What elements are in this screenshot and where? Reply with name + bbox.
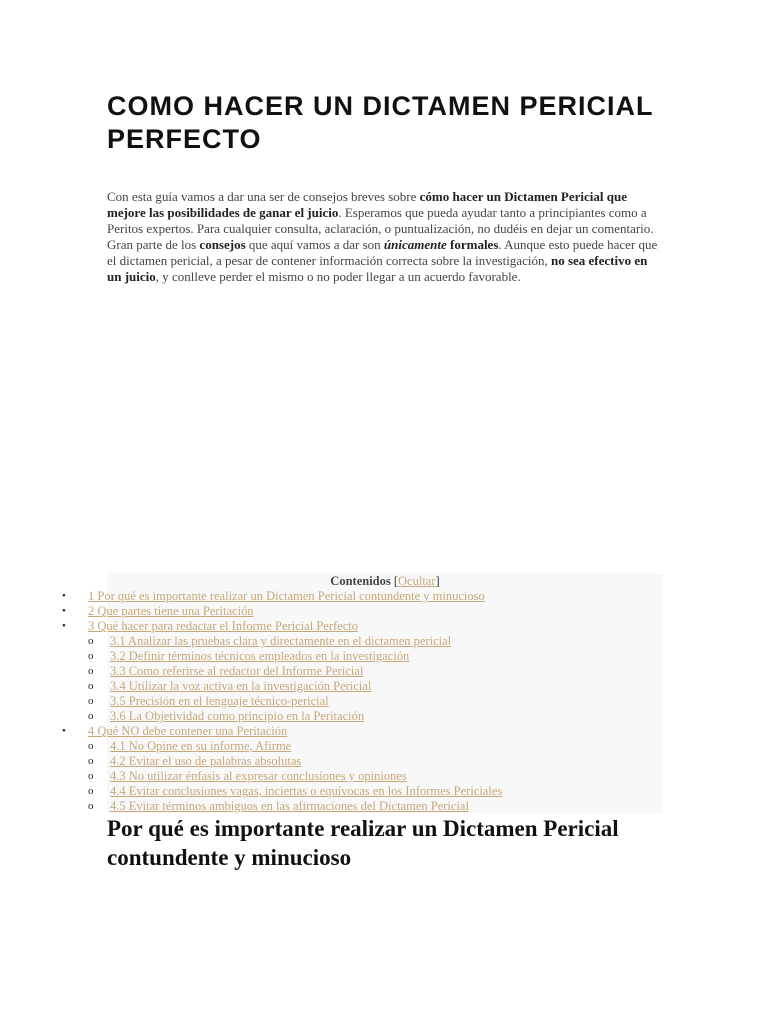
intro-text: . Esperamos que pueda ayudar tanto a principiantes como a Peritos expertos. Para cualquier consulta, aclaración, o puntualización, no dudéis en dejar un comentario. Gran parte de los	[107, 205, 654, 252]
circle-bullet-icon: o	[88, 695, 94, 707]
toc-link[interactable]: 3.4 Utilizar la voz activa en la investigación Pericial	[110, 679, 372, 693]
circle-bullet-icon: o	[88, 650, 94, 662]
table-of-contents	[62, 573, 663, 813]
toc-link[interactable]: 3.6 La Objetividad como principio en la Peritación	[110, 709, 365, 723]
bullet-icon: •	[62, 620, 66, 632]
circle-bullet-icon: o	[88, 800, 94, 812]
toc-link[interactable]: 3.3 Como referirse al redactor del Informe Pericial	[110, 664, 364, 678]
intro-text: , y conlleve perder el mismo o no poder llegar a un acuerdo favorable.	[155, 269, 521, 284]
circle-bullet-icon: o	[88, 770, 94, 782]
intro-bold-text: formales	[446, 237, 499, 252]
circle-bullet-icon: o	[88, 755, 94, 767]
intro-bold-italic-text: únicamente	[383, 237, 447, 252]
toc-bracket-close: ]	[435, 574, 440, 588]
toc-hide-link[interactable]: Ocultar	[398, 574, 436, 588]
bullet-icon: •	[62, 725, 66, 737]
circle-bullet-icon: o	[88, 785, 94, 797]
toc-link[interactable]: 3 Qué hacer para redactar el Informe Pericial Perfecto	[88, 619, 358, 633]
bullet-icon: •	[62, 605, 66, 617]
section-heading: Por qué es importante realizar un Dictamen Pericial contundente y minucioso	[107, 816, 619, 870]
intro-paragraph	[107, 189, 663, 285]
intro-bold-text: cómo hacer un Dictamen Pericial que mejore las posibilidades de ganar el juicio	[107, 189, 627, 220]
intro-bold-text: no sea efectivo en un juicio	[107, 253, 648, 284]
toc-title: Contenidos	[330, 574, 391, 588]
toc-link[interactable]: 3.2 Definir términos técnicos empleados en la investigación	[110, 649, 410, 663]
toc-link[interactable]: 4.1 No Opine en su informe, Afirme	[110, 739, 292, 753]
intro-bold-text: consejos	[199, 237, 246, 252]
bullet-icon: •	[62, 590, 66, 602]
toc-link[interactable]: 3.5 Precisión en el lenguaje técnico-pericial	[110, 694, 329, 708]
toc-bracket-open: [	[393, 574, 399, 588]
toc-header	[107, 573, 663, 590]
circle-bullet-icon: o	[88, 740, 94, 752]
intro-text: . Aunque esto puede hacer que el dictamen pericial, a pesar de contener información correcta sobre la investigación,	[107, 237, 658, 268]
page-title: COMO HACER UN DICTAMEN PERICIAL PERFECTO	[107, 91, 654, 154]
toc-link[interactable]: 2 Que partes tiene una Peritación	[88, 604, 254, 618]
circle-bullet-icon: o	[88, 710, 94, 722]
intro-text: Con esta guía vamos a dar una ser de consejos breves sobre	[107, 189, 420, 204]
toc-link[interactable]: 4 Qué NO debe contener una Peritación	[88, 724, 288, 738]
toc-link[interactable]: 4.3 No utilizar énfasis al expresar conclusiones y opiniones	[110, 769, 407, 783]
toc-link[interactable]: 1 Por qué es importante realizar un Dictamen Pericial contundente y minucioso	[88, 589, 485, 603]
circle-bullet-icon: o	[88, 635, 94, 647]
circle-bullet-icon: o	[88, 680, 94, 692]
toc-link[interactable]: 4.2 Evitar el uso de palabras absolutas	[110, 754, 302, 768]
toc-link[interactable]: 4.5 Evitar términos ambiguos en las afirmaciones del Dictamen Pericial	[110, 799, 469, 813]
intro-text: que aquí vamos a dar son	[245, 237, 384, 252]
toc-link[interactable]: 3.1 Analizar las pruebas clara y directamente en el dictamen pericial	[110, 634, 452, 648]
toc-link[interactable]: 4.4 Evitar conclusiones vagas, inciertas o equívocas en los Informes Periciales	[110, 784, 503, 798]
circle-bullet-icon: o	[88, 665, 94, 677]
